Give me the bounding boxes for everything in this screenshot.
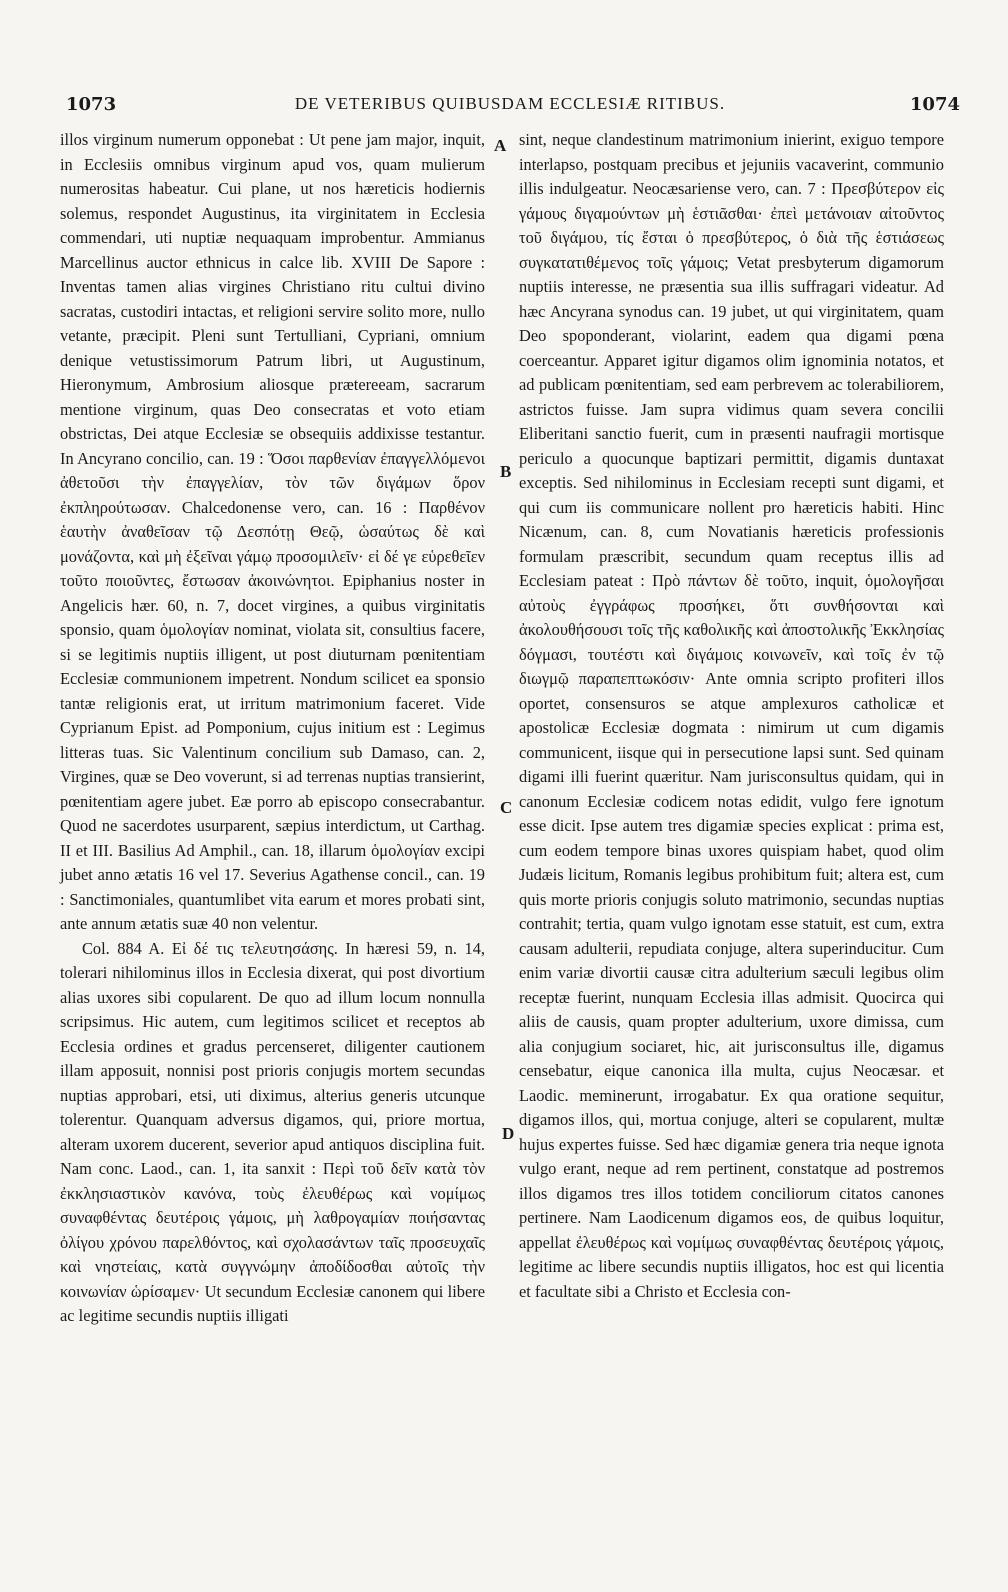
margin-letter-b: B xyxy=(500,462,512,481)
right-column xyxy=(519,128,944,1304)
margin-letter-a: A xyxy=(494,136,507,155)
margin-letter-c: C xyxy=(500,798,513,817)
left-paragraph-2: Col. 884 A. Εἰ δέ τις τελευτησάσης. In hæresi 59, n. 14, tolerari nihilominus illos in Ecclesia dixerat, qui post divortium alias uxores sibi copularent. De quo ad illum locum nonnulla scripsimus. Hic autem, cum legitimos scilicet et receptos ab Ecclesia ordines et gradus percenseret, diligenter cautionem illam apposuit, nonnisi post prioris conjugis mortem secundas nuptias approbari, etsi, uti diximus, alterius generis utcunque tolerentur. Quanquam adversus digamos, qui, priore mortua, alteram uxorem ducerent, severior apud antiquos disciplina fuit. Nam conc. Laod., can. 1, ita sanxit : Περὶ τοῦ δεῖν κατὰ τὸν ἐκκλησιαστικὸν κανόνα, τοὺς ἐλευθέρως καὶ νομίμως συναφθέντας δευτέροις γάμοις, μὴ λαθρογαμίαν ποιήσαντας ὀλίγου χρόνου παρελθόντος, καὶ σχολασάντων ταῖς προσευχαῖς καὶ νηστείαις, κατὰ συγγνώμην ἀποδίδοσθαι αὐτοῖς τὴν κοινωνίαν ὡρίσαμεν· Ut secundum Ecclesiæ canonem qui libere ac legitime secundis nuptiis illigati xyxy=(60,938,485,1325)
left-column xyxy=(60,128,485,1329)
margin-letter-d: D xyxy=(502,1124,515,1143)
left-paragraph-1: illos virginum numerum opponebat : Ut pene jam major, inquit, in Ecclesiis omnibus virginum apud vos, quam mulierum numerositas habeatur. Cui plane, ut nos hæreticis hodiernis solemus, respondet Augustinus, ita virginitatem in Ecclesia commendari, uti nuptiæ nequaquam improbentur. Ammianus Marcellinus auctor ethnicus in calce lib. XVIII De Sapore : Inventas tamen alias virgines Christiano ritu cultui divino sacratas, custodiri intactas, et religioni servire solito more, nullo vetante, præcipit. Pleni sunt Tertulliani, Cypriani, omnium denique vetustissimorum Patrum libri, ut Augustinum, Hieronymum, Ambrosium aliosque prætereeam, sacrarum mentione virginum, quas Deo consecratas et voto etiam obstrictas, Dei atque Ecclesiæ se obsequiis addixisse testantur. In Ancyrano concilio, can. 19 : Ὅσοι παρθενίαν ἐπαγγελλόμενοι ἀθετοῦσι τὴν ἐπαγγελίαν, τὸν τῶν διγάμων ὅρον ἐκπληρούτωσαν. Chalcedonense vero, can. 16 : Παρθένον ἑαυτὴν ἀναθεῖσαν τῷ Δεσπότῃ Θεῷ, ὡσαύτως δὲ καὶ μονάζοντα, καὶ μὴ ἐξεῖναι γάμῳ προσομιλεῖν· εἰ δέ γε εὑρεθεῖεν τοῦτο ποιοῦντες, ἔστωσαν ἀκοινώνητοι. Epiphanius noster in Angelicis hær. 60, n. 7, docet virgines, a quibus virginitatis sponsio, quam ὁμολογίαν nominat, violata sit, consultius facere, si se legitimis nuptiis illigent, ut post diuturnam pœnitentiam Ecclesiæ communionem impetrent. Nondum scilicet ea sponsio tantæ religionis erat, ut irritum matrimonium faceret. Vide Cyprianum Epist. ad Pomponium, cujus initium est : Legimus litteras tuas. Sic Valentinum concilium sub Damaso, can. 2, Virgines, quæ se Deo voverunt, si ad terrenas nuptias transierint, pœnitentiam agere jubet. Eæ porro ab episcopo consecrabantur. Quod ne sacerdotes usurparent, sæpius interdictum, ut Carthag. II et III. Basilius Ad Amphil., can. 18, illarum ὁμολογίαν excipi jubet anno ætatis 16 vel 17. Severius Agathense concil., can. 19 : Sanctimoniales, quantumlibet vita earum et mores probati sint, ante annum ætatis suæ 40 non velentur. xyxy=(60,130,485,933)
page-header xyxy=(60,94,960,124)
page-number-left: 1073 xyxy=(66,94,117,115)
running-title: DE VETERIBUS QUIBUSDAM ECCLESIÆ RITIBUS. xyxy=(294,94,726,113)
page-number-right: 1074 xyxy=(909,94,960,115)
right-paragraph-1: sint, neque clandestinum matrimonium inierint, exiguo tempore interlapso, postquam precibus et jejuniis vacaverint, communio illis indulgeatur. Neocæsariense vero, can. 7 : Πρεσβύτερον εἰς γάμους διγαμούντων μὴ ἑστιᾶσθαι· ἐπεὶ μετάνοιαν αἰτοῦντος τοῦ διγάμου, τίς ἔσται ὁ πρεσβύτερος, ὁ διὰ τῆς ἑστιάσεως συγκατατιθέμενος τοῖς γάμοις; Vetat presbyterum digamorum nuptiis interesse, ne præsentia sua illis suffragari videatur. Ad hæc Ancyrana synodus can. 19 jubet, ut qui virginitatem, quam Deo spoponderant, violarint, eadem qua digami pœna coerceantur. Apparet igitur digamos olim ignominia notatos, et ad publicam pœnitentiam, sed eam perbrevem ac tolerabiliorem, astrictos fuisse. Jam supra vidimus quam severa concilii Eliberitani sanctio fuerit, cum in præsenti naufragii mortisque periculo a quocunque baptizari permittit, digamis duntaxat exceptis. Sed nihilominus in Ecclesiam recepti sunt digami, et qui cum iis communicare nollent pro hæreticis habiti. Hinc Nicænum, can. 8, cum Novatianis hæreticis professionis formulam præscribit, secundum quam receptus illis ad Ecclesiam pateat : Πρὸ πάντων δὲ τοῦτο, inquit, ὁμολογῆσαι αὐτοὺς ἐγγράφως προσήκει, ὅτι συνθήσονται καὶ ἀκολουθήσουσι τοῖς τῆς καθολικῆς καὶ ἀποστολικῆς Ἐκκλησίας δόγμασι, τουτέστι καὶ διγάμοις κοινωνεῖν, καὶ τοῖς ἐν τῷ διωγμῷ παραπεπτωκόσιν· Ante omnia scripto profiteri illos oportet, consensuros se atque amplexuros catholicæ et apostolicæ Ecclesiæ dogmata : nimirum ut cum digamis communicent, iisque qui in persecutione lapsi sunt. Sed quinam digami illi fuerint quæritur. Nam jurisconsultus quidam, qui in canonum Ecclesiæ codicem notas edidit, vulgo fere ignotum esse dicit. Ipse autem tres digamiæ species explicat : prima est, cum eodem tempore binas uxores quispiam habet, quod olim Judæis licitum, Romanis legibus prohibitum fuit; altera est, cum quis morte prioris conjugis soluto matrimonio, secundas nuptias contrahit; tertia, quam vulgo ignotam esse statuit, est cum, extra causam adulterii, repudiata conjuge, altera superinducitur. Cum enim variæ divortii causæ citra adulterium sæculi legibus olim receptæ fuerint, nunquam Ecclesia illas admisit. Quocirca qui aliis de causis, quam propter adulterium, uxore dimissa, cum alia conjugium sociaret, hic, ait jurisconsultus ille, digamus censebatur, eique canonica illa multa, cujus Neocæsar. et Laodic. meminerunt, irrogabatur. Ex qua oratione sequitur, digamos illos, qui, mortua conjuge, alteri se copularent, multæ hujus expertes fuisse. Sed hæc digamiæ genera tria neque ignota vulgo erant, neque ad rem pertinent, constatque ad postremos illos digamos tres illos totidem conciliorum citatos canones pertinere. Nam Laodicenum digamos eos, de quibus loquitur, appellat ἐλευθέρως καὶ νομίμως συναφθέντας δευτέροις γάμοις, legitime ac libere secundis nuptiis illigatos, hoc est qui licentia et facultate sibi a Christo et Ecclesia con- xyxy=(519,130,944,1301)
